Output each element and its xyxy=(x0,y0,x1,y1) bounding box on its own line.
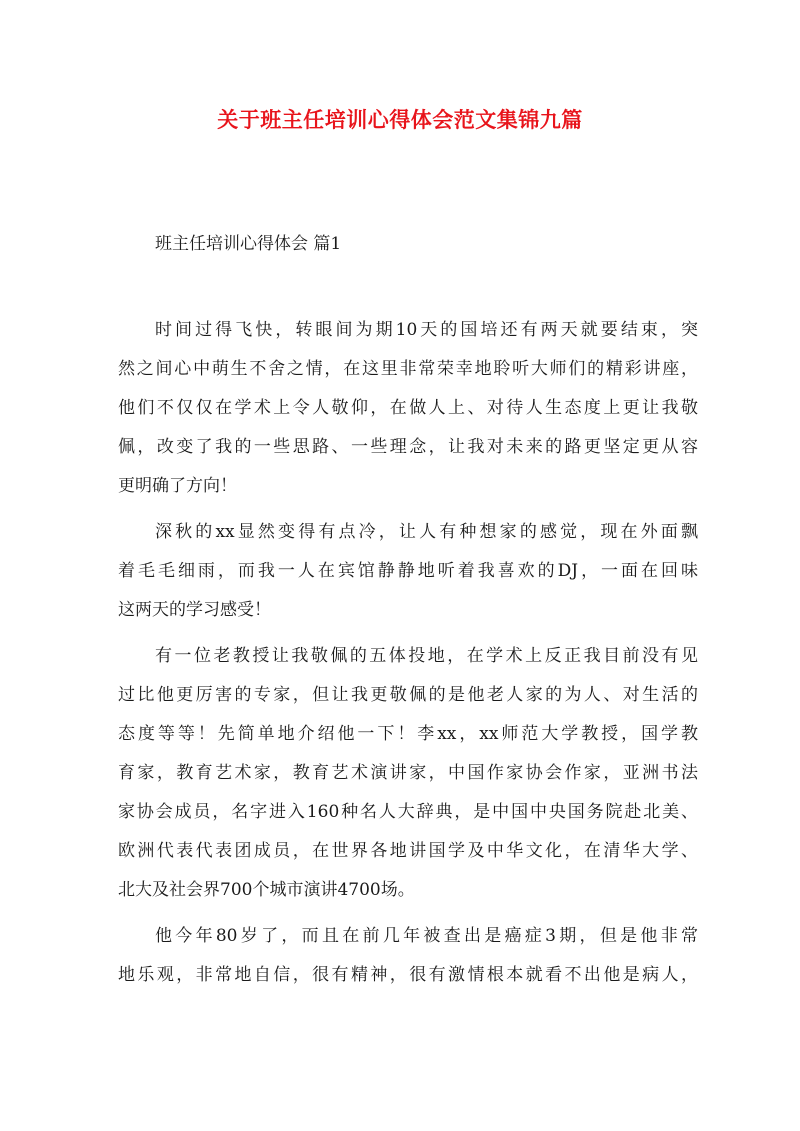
paragraph xyxy=(118,637,698,910)
paragraph-line: 地乐观，非常地自信，很有精神，很有激情根本就看不出他是病人， xyxy=(118,965,698,985)
paragraph-line: 北大及社会界700个城市演讲4700场。 xyxy=(118,880,415,900)
document-body xyxy=(118,311,698,1002)
paragraph-line: 他今年80岁了，而且在前几年被查出是癌症3期，但是他非常 xyxy=(155,926,698,946)
paragraph-line: 育家，教育艺术家，教育艺术演讲家，中国作家协会作家，亚洲书法 xyxy=(118,763,698,783)
paragraph-line: 这两天的学习感受！ xyxy=(118,600,271,620)
paragraph xyxy=(118,513,698,630)
paragraph-line: 时间过得飞快，转眼间为期10天的国培还有两天就要结束，突 xyxy=(155,320,698,340)
paragraph-line: 然之间心中萌生不舍之情，在这里非常荣幸地聆听大师们的精彩讲座， xyxy=(118,359,698,379)
paragraph-line: 欧洲代表代表团成员，在世界各地讲国学及中华文化，在清华大学、 xyxy=(118,841,698,861)
paragraph-line: 他们不仅仅在学术上令人敬仰，在做人上、对待人生态度上更让我敬 xyxy=(118,398,698,418)
paragraph-line: 着毛毛细雨，而我一人在宾馆静静地听着我喜欢的DJ，一面在回味 xyxy=(118,561,698,581)
paragraph-line: 深秋的xx显然变得有点冷，让人有种想家的感觉，现在外面飘 xyxy=(155,522,698,542)
paragraph-line: 家协会成员，名字进入160种名人大辞典，是中国中央国务院赴北美、 xyxy=(118,802,698,822)
paragraph xyxy=(118,917,698,995)
paragraph-line: 更明确了方向！ xyxy=(118,476,237,496)
paragraph-line: 过比他更厉害的专家，但让我更敬佩的是他老人家的为人、对生活的 xyxy=(118,685,698,705)
section-heading: 班主任培训心得体会 篇1 xyxy=(155,234,342,254)
paragraph-line: 态度等等！先简单地介绍他一下！李xx，xx师范大学教授，国学教 xyxy=(118,724,698,744)
paragraph-line: 佩，改变了我的一些思路、一些理念，让我对未来的路更坚定更从容 xyxy=(118,437,698,457)
document-title: 关于班主任培训心得体会范文集锦九篇 xyxy=(217,107,583,132)
paragraph xyxy=(118,311,698,506)
paragraph-line: 有一位老教授让我敬佩的五体投地，在学术上反正我目前没有见 xyxy=(155,646,698,666)
